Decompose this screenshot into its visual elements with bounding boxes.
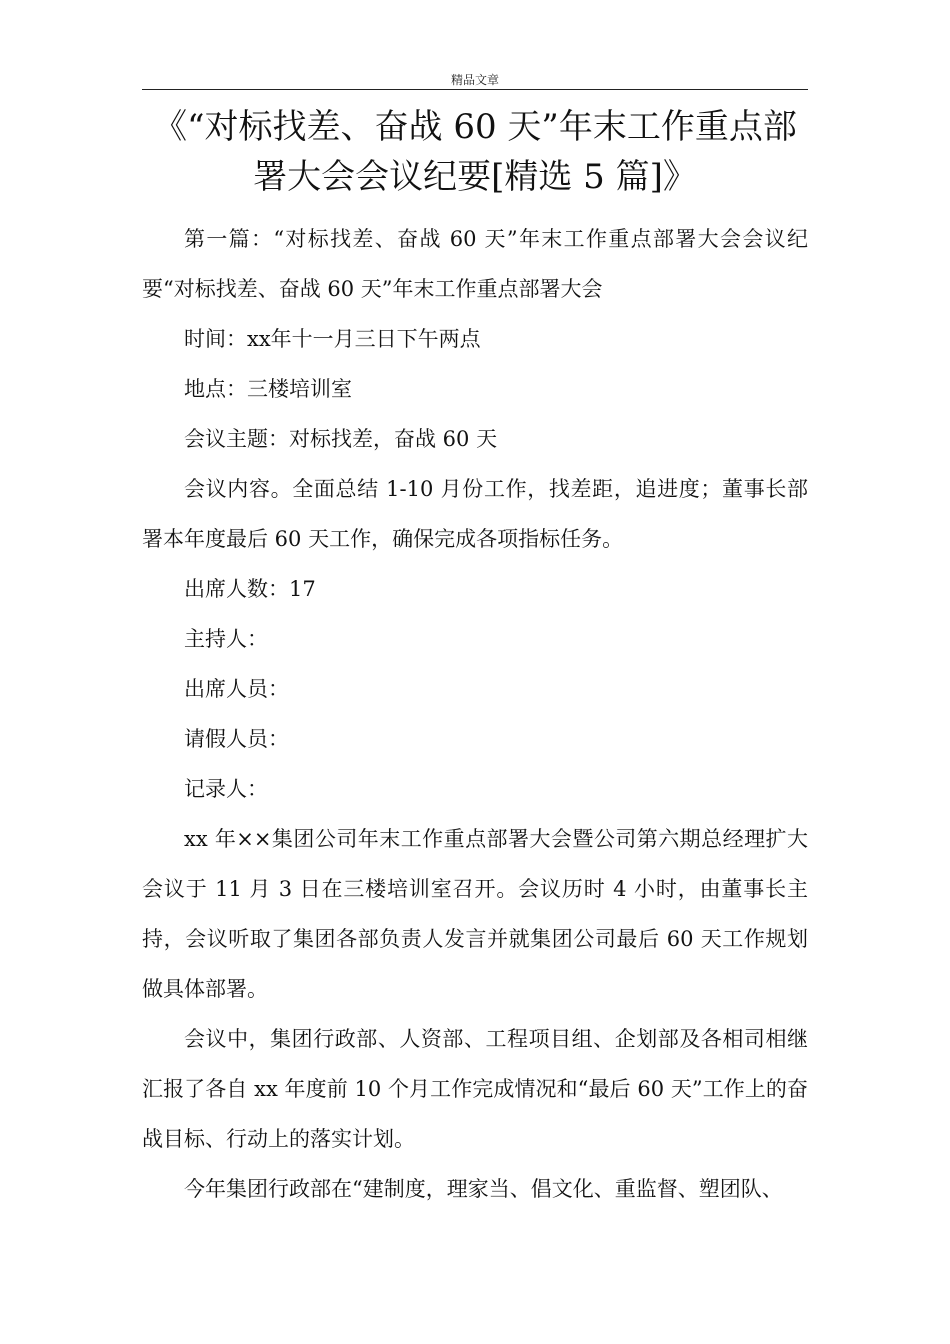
paragraph-reports: 会议中，集团行政部、人资部、工程项目组、企划部及各相司相继汇报了各自 xx 年度前 10 个月工作完成情况和“最后 60 天”工作上的奋战目标、行动上的落实计划。	[142, 1027, 808, 1151]
paragraph-absentees: 请假人员：	[184, 727, 289, 751]
paragraph-summary: xx 年××集团公司年末工作重点部署大会暨公司第六期总经理扩大会议于 11 月 3 日在三楼培训室召开。会议历时 4 小时，由董事长主持，会议听取了集团各部负责人发言并就集团公司最后 60 天工作规划做具体部署。	[142, 827, 808, 1001]
page-header: 精品文章	[450, 73, 499, 87]
paragraph-location: 地点：三楼培训室	[184, 377, 352, 401]
document-body	[142, 214, 808, 1214]
header-divider	[142, 89, 808, 90]
paragraph-admin: 今年集团行政部在“建制度，理家当、倡文化、重监督、塑团队、	[184, 1177, 783, 1201]
paragraph-recorder: 记录人：	[184, 777, 268, 801]
paragraph-content: 会议内容。全面总结 1-10 月份工作，找差距，追进度；董事长部署本年度最后 60 天工作，确保完成各项指标任务。	[142, 477, 808, 551]
paragraph-intro: 第一篇：“对标找差、奋战 60 天”年末工作重点部署大会会议纪要“对标找差、奋战 60 天”年末工作重点部署大会	[142, 227, 808, 301]
document-title: 《“对标找差、奋战 60 天”年末工作重点部署大会会议纪要[精选 5 篇]》	[153, 107, 797, 197]
paragraph-host: 主持人：	[184, 627, 268, 651]
paragraph-time: 时间：xx年十一月三日下午两点	[184, 327, 481, 351]
paragraph-attendees: 出席人员：	[184, 677, 289, 701]
paragraph-theme: 会议主题：对标找差，奋战 60 天	[184, 427, 498, 451]
paragraph-attendance: 出席人数：17	[184, 577, 316, 601]
